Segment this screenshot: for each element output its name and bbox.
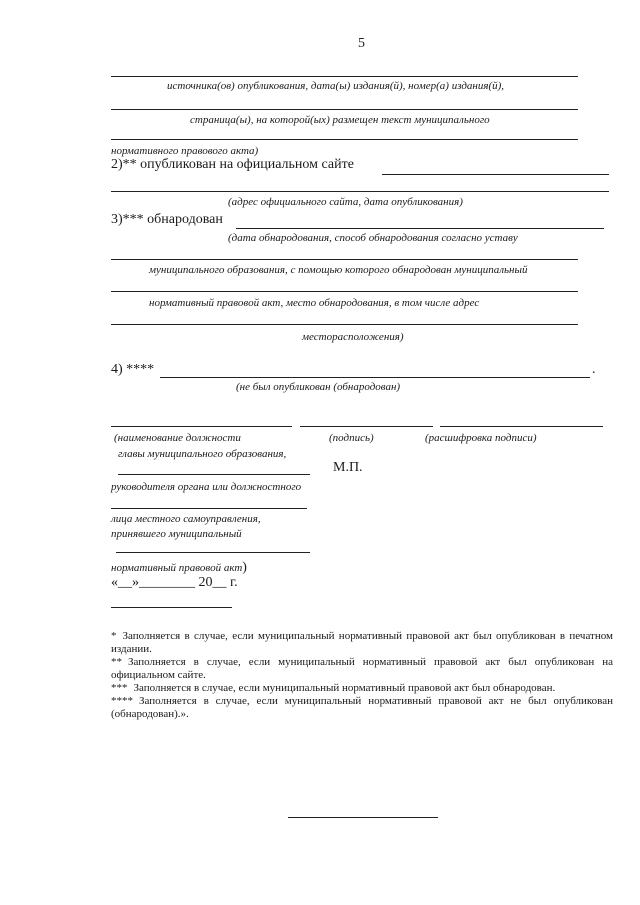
item3-label: 3)*** обнародован [111, 212, 223, 227]
footnote-mark: **** [111, 695, 133, 707]
signature-position-line [111, 426, 292, 427]
footnote-text: Заполняется в случае, если муниципальный нормативный правовой акт не был опубликован (обнародован).». [111, 695, 613, 720]
sig-official-caption-2: принявшего муниципальный [111, 528, 242, 540]
item4-end: . [592, 362, 596, 377]
stamp-label: М.П. [333, 460, 363, 475]
item4-label: 4) **** [111, 362, 155, 377]
fill-line [111, 139, 578, 140]
fill-line [111, 76, 578, 77]
fill-line [111, 191, 609, 192]
fill-line [111, 324, 578, 325]
footnote-text: Заполняется в случае, если муниципальный нормативный правовой акт был опубликован в печатном издании. [111, 630, 613, 655]
sig-position-caption-1: (наименование должности [114, 432, 241, 444]
footnote-mark: * [111, 630, 117, 642]
footnote-1 [111, 630, 613, 656]
end-line [288, 817, 438, 818]
footnote-mark: *** [111, 682, 128, 694]
item3-caption-2: муниципального образования, с помощью которого обнародован муниципальный [149, 264, 528, 276]
signature-line [300, 426, 433, 427]
fill-line [382, 174, 609, 175]
item4-caption: (не был опубликован (обнародован) [236, 381, 401, 393]
sig-official-caption-1: лица местного самоуправления, [111, 513, 261, 525]
sig-act-text: нормативный правовой акт [111, 562, 243, 574]
footnote-separator [111, 607, 232, 608]
fill-line [236, 228, 604, 229]
caption-page: страница(ы), на которой(ых) размещен текст муниципального [190, 114, 490, 126]
fill-line [111, 109, 578, 110]
footnote-text: Заполняется в случае, если муниципальный нормативный правовой акт был опубликован на официальном сайте. [111, 656, 613, 681]
page-number: 5 [358, 36, 365, 51]
footnote-4 [111, 695, 613, 721]
item3-caption-4: месторасположения) [302, 331, 404, 343]
footnotes [111, 630, 613, 721]
fill-line [118, 474, 310, 475]
footnote-text: Заполняется в случае, если муниципальный нормативный правовой акт был обнародован. [133, 682, 556, 694]
sig-head-caption: руководителя органа или должностного [111, 481, 302, 493]
caption-sources: источника(ов) опубликования, дата(ы) издания(й), номер(а) издания(й), [167, 80, 505, 92]
sig-decode-caption: (расшифровка подписи) [425, 432, 537, 444]
fill-line [111, 259, 578, 260]
fill-line [111, 291, 578, 292]
sig-act-close: ) [242, 560, 247, 575]
footnote-2 [111, 656, 613, 682]
caption-act: нормативного правового акта) [111, 145, 259, 157]
signature-decode-line [440, 426, 603, 427]
footnote-mark: ** [111, 656, 122, 668]
item2-label: 2)** опубликован на официальном сайте [111, 157, 354, 172]
fill-line [111, 508, 307, 509]
fill-line [116, 552, 310, 553]
sig-signature-caption: (подпись) [329, 432, 374, 444]
footnote-3 [111, 682, 613, 695]
item3-caption-1: (дата обнародования, способ обнародования согласно уставу [228, 232, 518, 244]
sig-act-caption [111, 558, 247, 576]
item2-caption: (адрес официального сайта, дата опубликования) [228, 196, 463, 208]
sig-position-caption-2: главы муниципального образования, [118, 448, 287, 460]
fill-line [160, 377, 590, 378]
date-line: «__»________ 20__ г. [111, 575, 238, 590]
item3-caption-3: нормативный правовой акт, место обнародования, в том числе адрес [149, 297, 480, 309]
